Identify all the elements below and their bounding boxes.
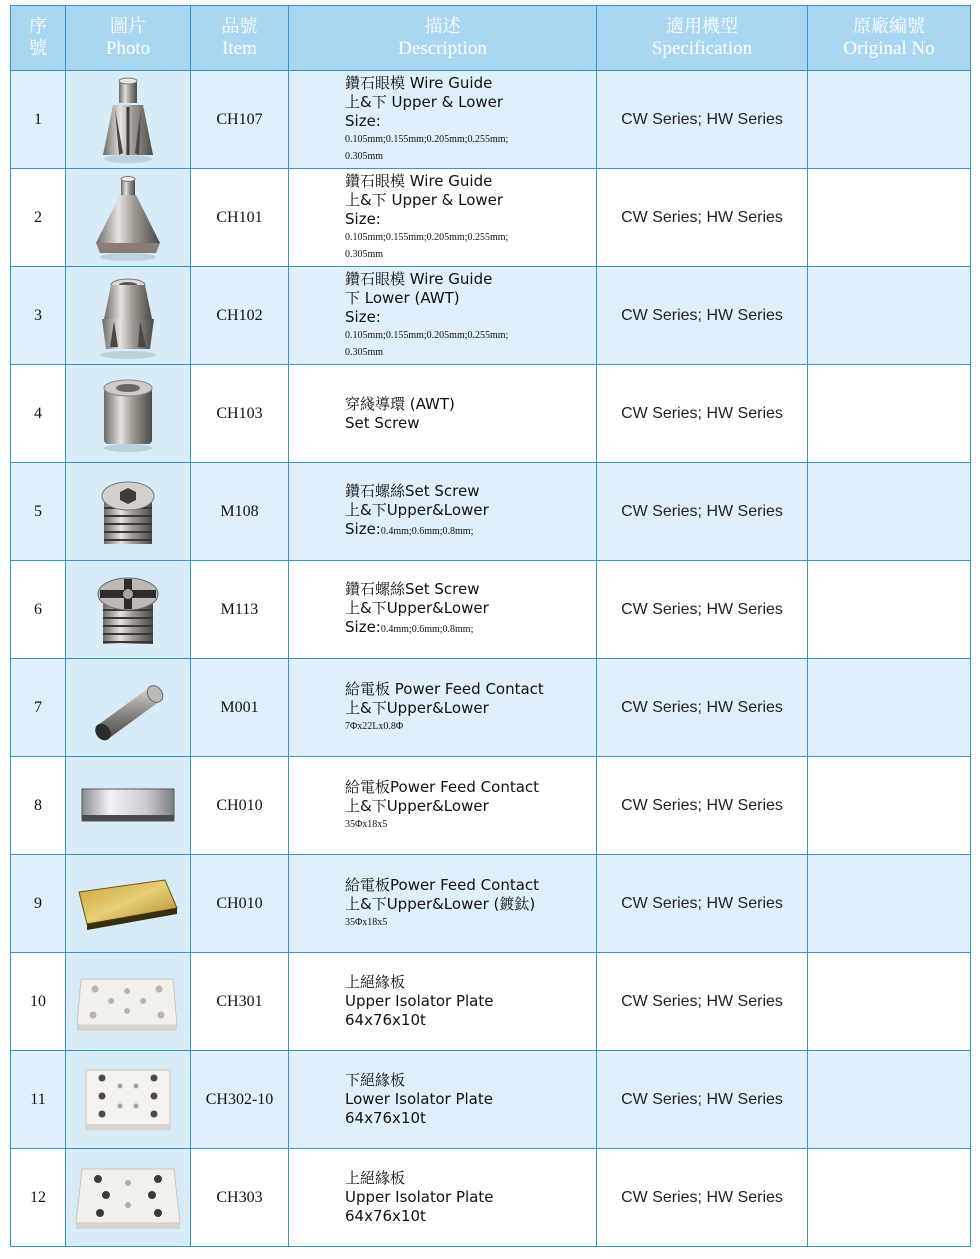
item-code: CH303: [191, 1149, 289, 1247]
desc-line-2: 上&下 Upper & Lower: [345, 93, 504, 111]
desc-line-1: 給電板Power Feed Contact: [345, 876, 540, 894]
original-no-cell: [808, 561, 971, 659]
product-photo: [66, 659, 191, 757]
parts-table: [10, 5, 971, 1247]
description-cell: [289, 757, 597, 855]
desc-line-2: Upper Isolator Plate: [345, 1188, 494, 1206]
desc-line-2: 下 Lower (AWT): [345, 289, 460, 307]
header-spec-zh: 適用機型: [666, 16, 738, 37]
product-photo: [66, 855, 191, 953]
desc-line-1: 上絕緣板: [345, 1169, 406, 1187]
header-item-en: Item: [222, 38, 257, 59]
product-photo: [66, 71, 191, 169]
table-row: [11, 855, 971, 953]
item-code: CH010: [191, 757, 289, 855]
description-cell: [289, 463, 597, 561]
original-no-cell: [808, 953, 971, 1051]
table-row: [11, 1149, 971, 1247]
catalog-sheet: [10, 5, 970, 1247]
desc-size-values-2: 0.305mm: [345, 151, 384, 162]
specification-cell: CW Series; HW Series: [597, 855, 808, 953]
header-desc-en: Description: [398, 38, 487, 59]
row-number: 9: [11, 855, 66, 953]
wire-guide-upper-icon: [66, 75, 190, 165]
table-row: [11, 561, 971, 659]
product-photo: [66, 953, 191, 1051]
wire-guide-lower-icon: [66, 271, 190, 361]
description-cell: [289, 267, 597, 365]
specification-cell: CW Series; HW Series: [597, 659, 808, 757]
wire-guide-cone-icon: [66, 173, 190, 263]
product-photo: [66, 267, 191, 365]
desc-dimensions: 7Φx22Lx0.8Φ: [345, 721, 404, 732]
item-code: CH103: [191, 365, 289, 463]
item-code: CH102: [191, 267, 289, 365]
specification-cell: CW Series; HW Series: [597, 267, 808, 365]
item-code: CH010: [191, 855, 289, 953]
product-photo: [66, 1149, 191, 1247]
desc-line-3: 64x76x10t: [345, 1207, 426, 1225]
table-row: [11, 1051, 971, 1149]
desc-line-1: 鑽石眼模 Wire Guide: [345, 270, 493, 288]
desc-line-1: 鑽石螺絲Set Screw: [345, 482, 480, 500]
header-orig-zh: 原廠編號: [853, 16, 925, 37]
original-no-cell: [808, 855, 971, 953]
description-cell: [289, 1149, 597, 1247]
desc-line-3: 64x76x10t: [345, 1109, 426, 1127]
desc-line-2: 上&下Upper&Lower (鍍鈦): [345, 895, 536, 913]
product-photo: [66, 169, 191, 267]
description-cell: [289, 855, 597, 953]
specification-cell: CW Series; HW Series: [597, 71, 808, 169]
specification-cell: CW Series; HW Series: [597, 1051, 808, 1149]
desc-line-2: Lower Isolator Plate: [345, 1090, 493, 1108]
original-no-cell: [808, 1149, 971, 1247]
row-number: 12: [11, 1149, 66, 1247]
desc-line-2: 上&下Upper&Lower: [345, 599, 489, 617]
desc-line-1: 鑽石眼模 Wire Guide: [345, 74, 493, 92]
row-number: 10: [11, 953, 66, 1051]
item-code: M001: [191, 659, 289, 757]
desc-size-values: 0.105mm;0.155mm;0.205mm;0.255mm;: [345, 232, 509, 243]
desc-line-2: 上&下Upper&Lower: [345, 501, 489, 519]
threading-ring-icon: [66, 374, 190, 454]
specification-cell: CW Series; HW Series: [597, 757, 808, 855]
set-screw-hex-icon: [66, 472, 190, 552]
desc-line-3: 64x76x10t: [345, 1011, 426, 1029]
isolator-plate-upper-icon: [66, 1161, 190, 1235]
description-cell: [289, 169, 597, 267]
desc-size-values-2: 0.305mm: [345, 347, 384, 358]
power-feed-rod-icon: [66, 673, 190, 743]
original-no-cell: [808, 463, 971, 561]
header-photo: [66, 6, 191, 71]
desc-size-values: 0.105mm;0.155mm;0.205mm;0.255mm;: [345, 134, 509, 145]
table-row: [11, 365, 971, 463]
item-code: CH302-10: [191, 1051, 289, 1149]
description-cell: [289, 561, 597, 659]
desc-line-1: 下絕緣板: [345, 1071, 406, 1089]
item-code: CH301: [191, 953, 289, 1051]
row-number: 8: [11, 757, 66, 855]
original-no-cell: [808, 365, 971, 463]
desc-dimensions: 35Φx18x5: [345, 819, 388, 830]
header-row: [11, 6, 971, 71]
row-number: 3: [11, 267, 66, 365]
product-photo: [66, 365, 191, 463]
original-no-cell: [808, 169, 971, 267]
description-cell: [289, 659, 597, 757]
specification-cell: CW Series; HW Series: [597, 463, 808, 561]
item-code: CH101: [191, 169, 289, 267]
isolator-plate-lower-icon: [66, 1064, 190, 1136]
table-row: [11, 169, 971, 267]
desc-size-values-2: 0.305mm: [345, 249, 384, 260]
desc-size-label: Size:: [345, 520, 381, 538]
header-orig-en: Original No: [843, 38, 935, 59]
product-photo: [66, 463, 191, 561]
item-code: M113: [191, 561, 289, 659]
header-specification: [597, 6, 808, 71]
item-code: CH107: [191, 71, 289, 169]
product-photo: [66, 561, 191, 659]
desc-line-3: [345, 520, 596, 541]
specification-cell: CW Series; HW Series: [597, 1149, 808, 1247]
row-number: 11: [11, 1051, 66, 1149]
original-no-cell: [808, 71, 971, 169]
power-feed-plate-gold-icon: [66, 874, 190, 934]
desc-line-3: [345, 618, 596, 639]
desc-line-1: 上絕緣板: [345, 973, 406, 991]
table-row: [11, 71, 971, 169]
description-cell: [289, 365, 597, 463]
power-feed-plate-silver-icon: [66, 781, 190, 831]
header-description: [289, 6, 597, 71]
specification-cell: CW Series; HW Series: [597, 561, 808, 659]
original-no-cell: [808, 757, 971, 855]
desc-size-label: Size:: [345, 618, 381, 636]
row-number: 5: [11, 463, 66, 561]
desc-line-3: Size:: [345, 210, 381, 228]
desc-size-values: 0.4mm;0.6mm;0.8mm;: [380, 526, 474, 537]
desc-size-values: 0.4mm;0.6mm;0.8mm;: [380, 624, 474, 635]
desc-line-1: 鑽石螺絲Set Screw: [345, 580, 480, 598]
original-no-cell: [808, 267, 971, 365]
header-desc-zh: 描述: [424, 16, 461, 37]
table-row: [11, 267, 971, 365]
header-seq: [11, 6, 66, 71]
item-code: M108: [191, 463, 289, 561]
specification-cell: CW Series; HW Series: [597, 169, 808, 267]
desc-line-2: Set Screw: [345, 413, 420, 432]
desc-dimensions: 35Φx18x5: [345, 917, 388, 928]
table-row: [11, 953, 971, 1051]
desc-line-2: Upper Isolator Plate: [345, 992, 494, 1010]
specification-cell: CW Series; HW Series: [597, 953, 808, 1051]
desc-line-1: 給電板 Power Feed Contact: [345, 680, 544, 698]
desc-line-2: 上&下Upper&Lower: [345, 797, 489, 815]
row-number: 1: [11, 71, 66, 169]
desc-line-1: 給電板Power Feed Contact: [345, 778, 540, 796]
desc-size-values: 0.105mm;0.155mm;0.205mm;0.255mm;: [345, 330, 509, 341]
header-spec-en: Specification: [651, 38, 753, 59]
specification-cell: CW Series; HW Series: [597, 365, 808, 463]
product-photo: [66, 1051, 191, 1149]
product-photo: [66, 757, 191, 855]
original-no-cell: [808, 659, 971, 757]
description-cell: [289, 953, 597, 1051]
desc-line-3: Size:: [345, 112, 381, 130]
original-no-cell: [808, 1051, 971, 1149]
desc-line-2: 上&下Upper&Lower: [345, 699, 489, 717]
table-row: [11, 757, 971, 855]
desc-line-1: 鑽石眼模 Wire Guide: [345, 172, 493, 190]
header-item: [191, 6, 289, 71]
desc-line-2: 上&下 Upper & Lower: [345, 191, 504, 209]
header-original-no: [808, 6, 971, 71]
row-number: 6: [11, 561, 66, 659]
header-item-zh: 品號: [221, 16, 258, 37]
row-number: 4: [11, 365, 66, 463]
description-cell: [289, 1051, 597, 1149]
desc-line-3: Size:: [345, 308, 381, 326]
set-screw-slotted-icon: [66, 570, 190, 650]
header-photo-en: Photo: [105, 38, 151, 59]
header-seq-label: 序號: [29, 16, 47, 59]
desc-line-1: 穿綫導環 (AWT): [345, 394, 455, 413]
table-row: [11, 659, 971, 757]
row-number: 7: [11, 659, 66, 757]
header-photo-zh: 圖片: [110, 16, 146, 37]
isolator-plate-icon: [66, 969, 190, 1035]
row-number: 2: [11, 169, 66, 267]
description-cell: [289, 71, 597, 169]
table-row: [11, 463, 971, 561]
